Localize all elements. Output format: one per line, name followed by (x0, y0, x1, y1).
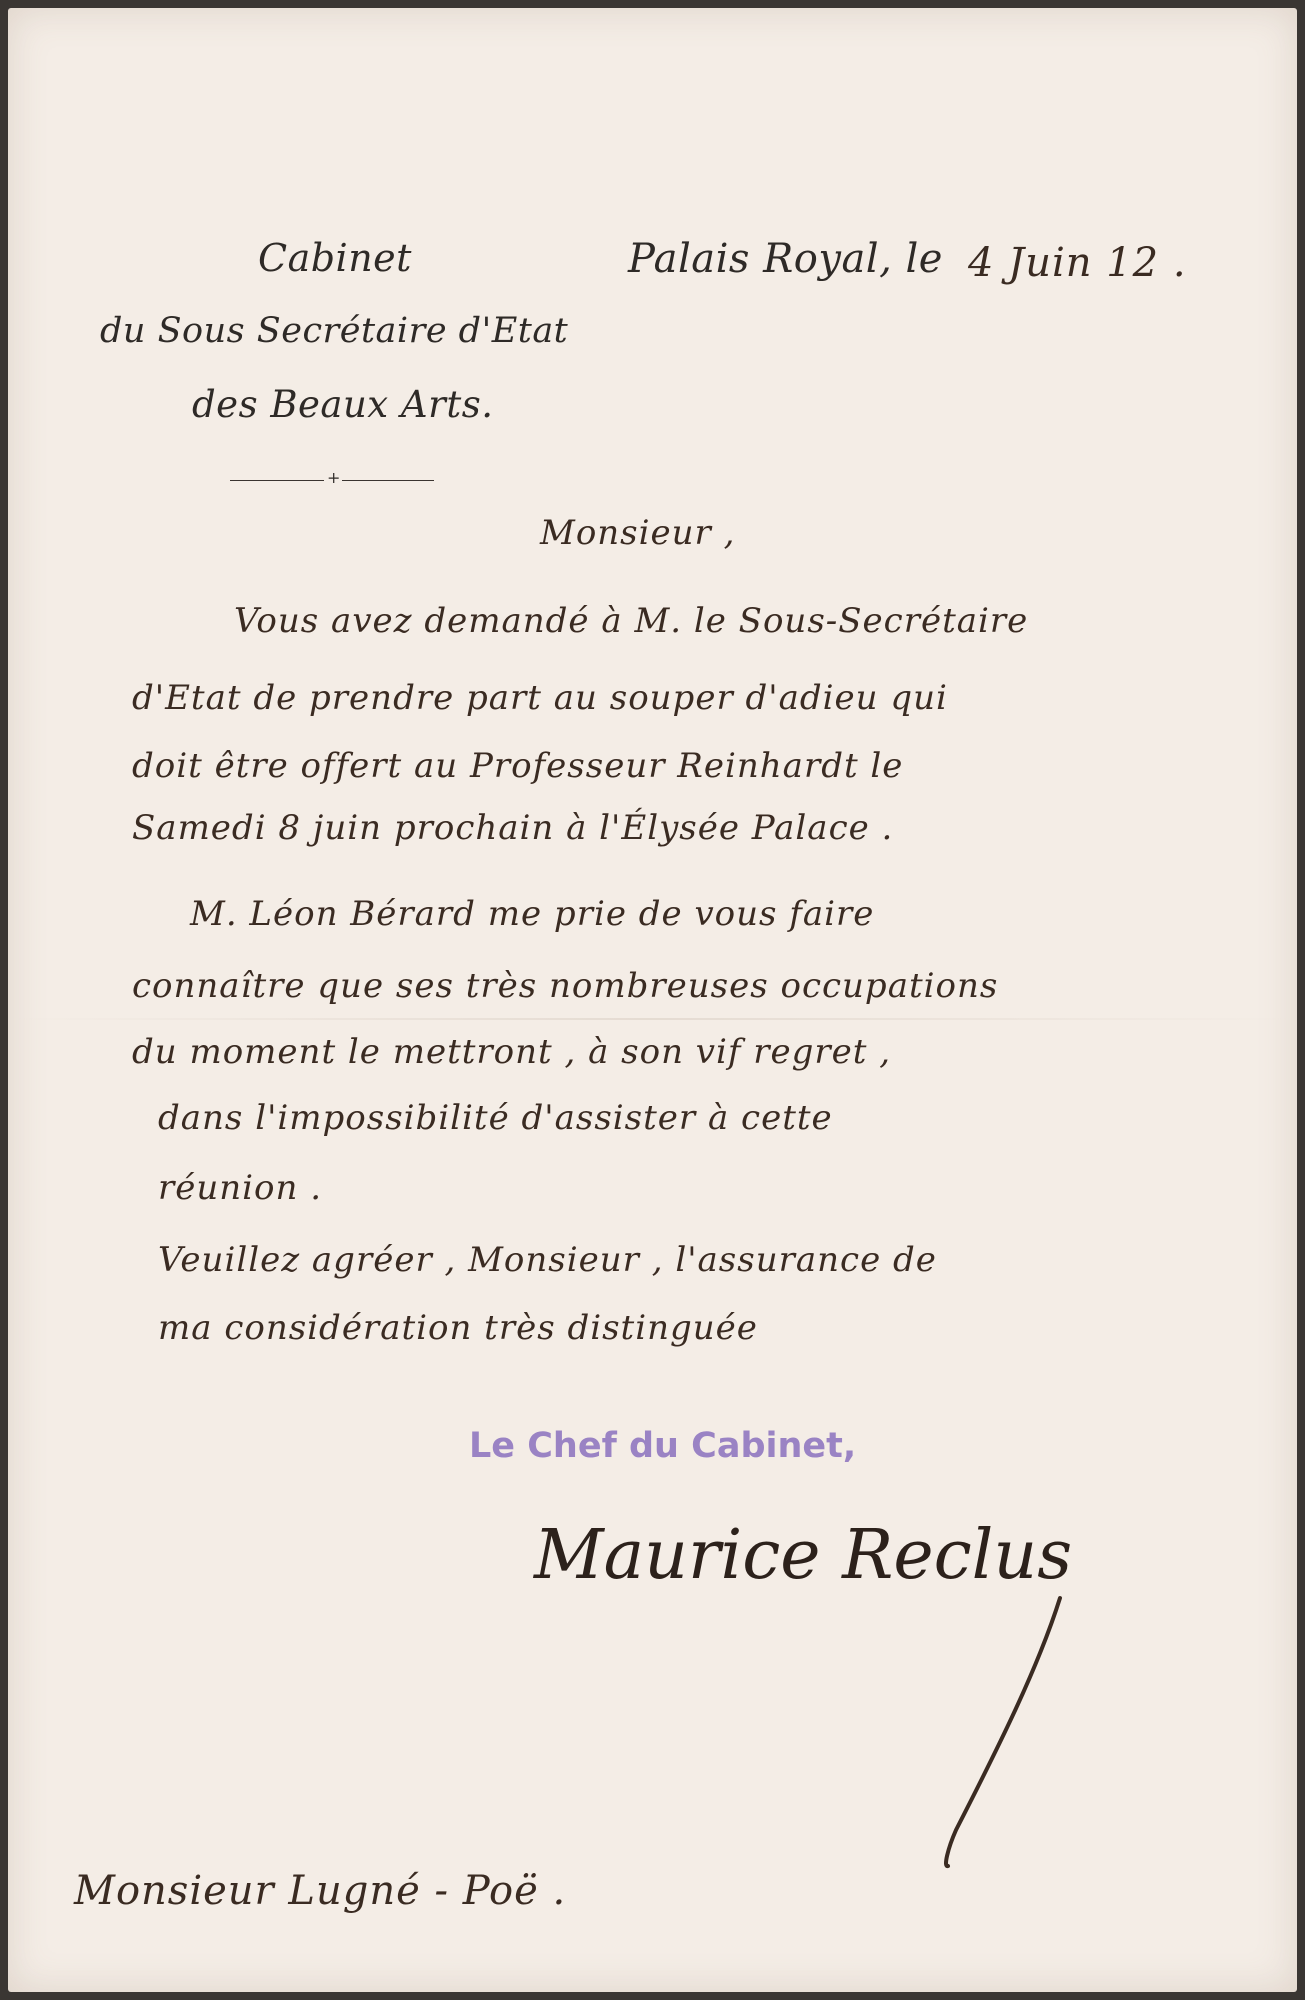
letterhead-cabinet: Cabinet (258, 236, 412, 280)
body-line-4: Samedi 8 juin prochain à l'Élysée Palace . (132, 808, 894, 848)
body-line-11: ma considération très distinguée (158, 1308, 758, 1348)
chef-du-cabinet-stamp: Le Chef du Cabinet, (469, 1426, 857, 1466)
body-line-2: d'Etat de prendre part au souper d'adieu qui (132, 678, 948, 718)
body-line-1: Vous avez demandé à M. le Sous-Secrétaire (234, 601, 1029, 641)
body-line-5: M. Léon Bérard me prie de vous faire (190, 894, 875, 934)
body-line-10: Veuillez agréer , Monsieur , l'assurance de (158, 1240, 937, 1280)
letterhead-sous-secretaire: du Sous Secrétaire d'Etat (100, 311, 569, 351)
letter-page (8, 8, 1297, 1992)
letterhead-place-label: Palais Royal, le (628, 236, 943, 282)
body-line-7: du moment le mettront , à son vif regret , (132, 1032, 892, 1072)
salutation: Monsieur , (540, 513, 736, 553)
letter-date: 4 Juin 12 . (968, 240, 1187, 286)
letterhead-ornament: + (327, 468, 341, 487)
body-line-9: réunion . (158, 1168, 323, 1208)
letterhead-beaux-arts: des Beaux Arts. (192, 383, 494, 426)
signature: Maurice Reclus (534, 1516, 1073, 1595)
paper-fold-crease (8, 1018, 1297, 1020)
signature-flourish (908, 1598, 1108, 1898)
recipient: Monsieur Lugné - Poë . (74, 1868, 567, 1914)
body-line-3: doit être offert au Professeur Reinhardt le (132, 746, 904, 786)
body-line-6: connaître que ses très nombreuses occupations (132, 966, 999, 1006)
body-line-8: dans l'impossibilité d'assister à cette (158, 1098, 833, 1138)
letterhead-rule-right (342, 480, 434, 481)
letterhead-rule-left (230, 480, 324, 481)
